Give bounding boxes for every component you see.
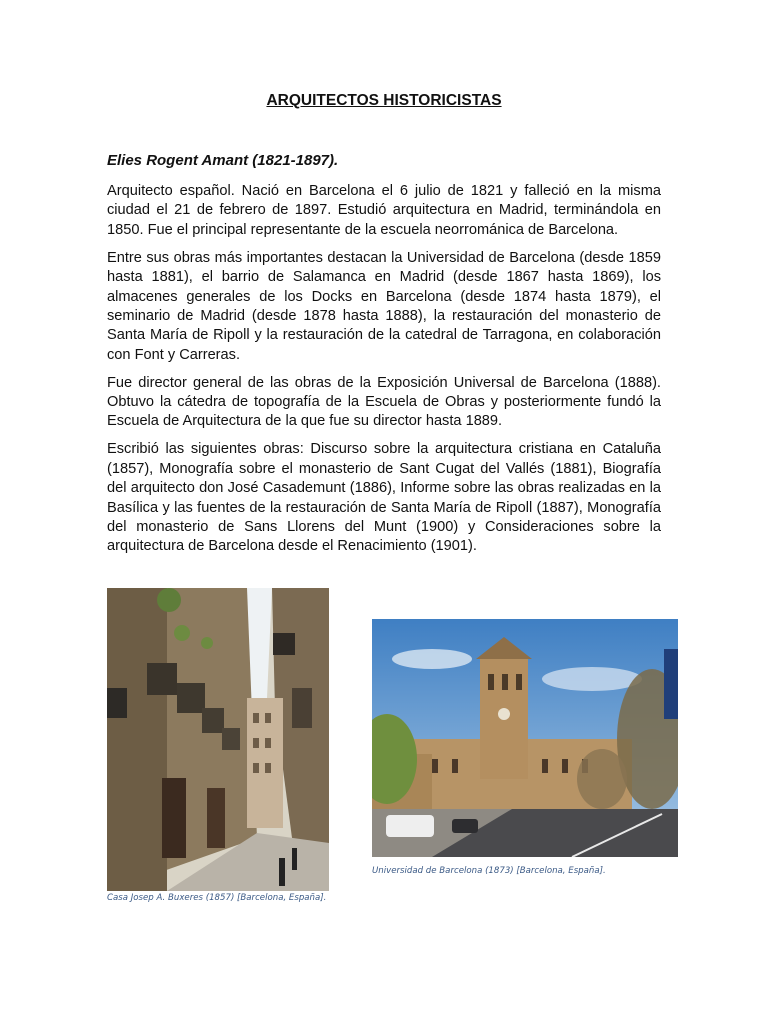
section-subtitle: Elies Rogent Amant (1821-1897). bbox=[107, 152, 339, 169]
paragraph: Entre sus obras más importantes destacan la Universidad de Barcelona (desde 1859 hasta 1881), el barrio de Salamanca en Madrid (desde 1867 hasta 1869), los almacenes generales de los Docks en Barcelona (desde 1874 hasta 1879), el seminario de Madrid (desde 1878 hasta 1888), la restauración del monasterio de Santa María de Ripoll y la restauración de la catedral de Tarragona, en colaboración con Font y Carreras. bbox=[107, 249, 661, 363]
body-text bbox=[107, 182, 661, 565]
figure-caption: Universidad de Barcelona (1873) [Barcelona, España]. bbox=[372, 866, 606, 876]
page-title: ARQUITECTOS HISTORICISTAS bbox=[266, 92, 502, 109]
figure-caption: Casa Josep A. Buxeres (1857) [Barcelona, España]. bbox=[107, 893, 327, 903]
paragraph: Escribió las siguientes obras: Discurso sobre la arquitectura cristiana en Cataluña (1857), Monografía sobre el monasterio de Sant Cugat del Vallés (1881), Biografía del arquitecto don José Casademunt (1886), Informe sobre las obras realizadas en la Basílica y las fuentes de la restauración de Santa María de Ripoll (1887), Monografía del monasterio de Sans Llorens del Munt (1900) y Consideraciones sobre la arquitectura de Barcelona desde el Renacimiento (1901). bbox=[107, 441, 661, 555]
photo-universidad-barcelona bbox=[372, 619, 678, 857]
paragraph: Fue director general de las obras de la Exposición Universal de Barcelona (1888). Obtuvo la cátedra de topografía de la Escuela de Obras y posteriormente fundó la Escuela de Arquitectura de la que fue su director hasta 1889. bbox=[107, 374, 661, 430]
photo-casa-buxeres bbox=[107, 588, 329, 891]
paragraph: Arquitecto español. Nació en Barcelona el 6 julio de 1821 y falleció en la misma ciudad el 21 de febrero de 1897. Estudió arquitectura en Madrid, terminándola en 1850. Fue el principal representante de la escuela neorrománica de Barcelona. bbox=[107, 183, 661, 238]
